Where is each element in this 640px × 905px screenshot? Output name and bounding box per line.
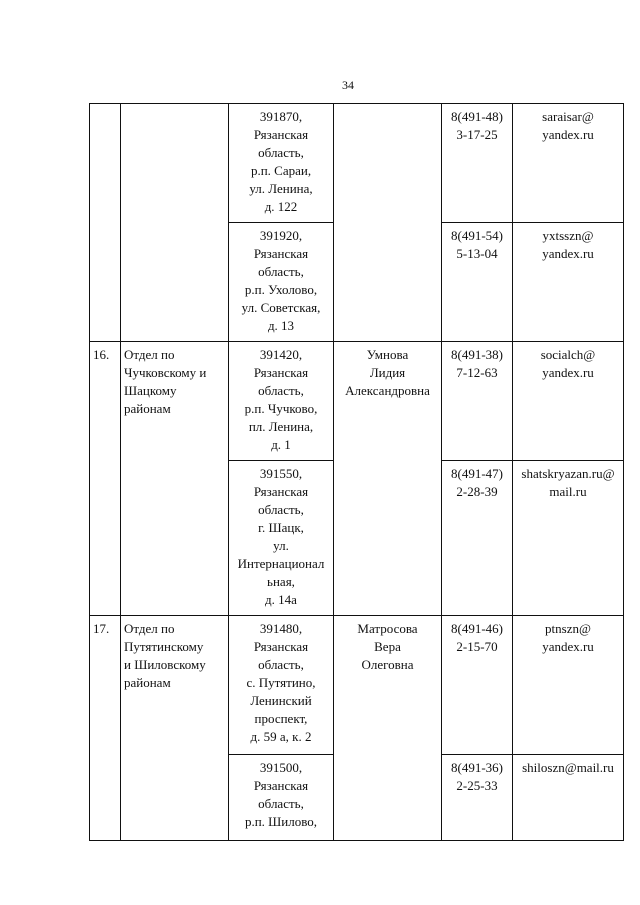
cell-text-line: yandex.ru xyxy=(542,639,594,654)
phone-cell xyxy=(442,755,513,841)
email-cell xyxy=(513,755,624,841)
email-cell xyxy=(513,342,624,461)
cell-text-line: 7-12-63 xyxy=(456,365,498,380)
cell-text-line: районам xyxy=(124,401,171,416)
row-number-cell xyxy=(90,616,121,841)
cell-text-line: Александровна xyxy=(345,383,430,398)
cell-text-line: д. 1 xyxy=(271,437,291,452)
cell-text-line: Ленинский xyxy=(250,693,312,708)
cell-text-line: р.п. Чучково, xyxy=(244,401,318,416)
cell-text-line: Рязанская xyxy=(253,246,309,261)
phone-cell xyxy=(442,616,513,755)
cell-text-line: Чучковскому и xyxy=(124,365,207,380)
cell-text-line: г. Шацк, xyxy=(258,520,304,535)
address-cell xyxy=(229,755,334,841)
cell-text-line: 391420, xyxy=(259,347,303,362)
page-number: 34 xyxy=(342,78,354,92)
cell-text-line: Рязанская xyxy=(253,127,309,142)
cell-text-line: socialch@ xyxy=(540,347,596,362)
phone-cell xyxy=(442,461,513,616)
cell-text-line: р.п. Ухолово, xyxy=(244,282,318,297)
cell-text-line: 17. xyxy=(93,621,110,636)
cell-text-line: пл. Ленина, xyxy=(248,419,314,434)
cell-text-line: Олеговна xyxy=(361,657,414,672)
cell-text-line: mail.ru xyxy=(549,484,587,499)
cell-text-line: Вера xyxy=(374,639,401,654)
head-cell xyxy=(334,104,442,342)
cell-text-line: ьная, xyxy=(267,574,295,589)
cell-text-line: Рязанская xyxy=(253,365,309,380)
cell-text-line: ул. xyxy=(273,538,289,553)
cell-text-line: Рязанская xyxy=(253,639,309,654)
cell-text-line: 2-25-33 xyxy=(456,778,498,793)
email-cell xyxy=(513,461,624,616)
address-cell xyxy=(229,342,334,461)
phone-cell xyxy=(442,223,513,342)
address-cell xyxy=(229,104,334,223)
cell-text-line: 391920, xyxy=(259,228,303,243)
cell-text-line: Отдел по xyxy=(124,621,175,636)
email-cell xyxy=(513,616,624,755)
table-row xyxy=(90,342,624,461)
email-cell xyxy=(513,104,624,223)
cell-text-line: р.п. Шилово, xyxy=(244,814,318,829)
cell-text-line: д. 13 xyxy=(267,318,295,333)
cell-text-line: 5-13-04 xyxy=(456,246,498,261)
cell-text-line: 8(491-46) xyxy=(451,621,503,636)
cell-text-line: Умнова xyxy=(366,347,409,362)
cell-text-line: проспект, xyxy=(254,711,308,726)
head-cell xyxy=(334,342,442,616)
cell-text-line: 391550, xyxy=(259,466,303,481)
cell-text-line: область, xyxy=(258,264,304,279)
cell-text-line: ул. Ленина, xyxy=(249,181,313,196)
cell-text-line: 3-17-25 xyxy=(456,127,498,142)
cell-text-line: 391480, xyxy=(259,621,303,636)
cell-text-line: районам xyxy=(124,675,171,690)
cell-text-line: 8(491-47) xyxy=(451,466,503,481)
cell-text-line: Матросова xyxy=(357,621,418,636)
cell-text-line: и Шиловскому xyxy=(124,657,206,672)
cell-text-line: 2-15-70 xyxy=(456,639,498,654)
phone-cell xyxy=(442,104,513,223)
cell-text-line: yandex.ru xyxy=(542,246,594,261)
table-row xyxy=(90,104,624,223)
cell-text-line: Отдел по xyxy=(124,347,175,362)
cell-text-line: yandex.ru xyxy=(542,365,594,380)
row-number-cell xyxy=(90,104,121,342)
cell-text-line: shatskryazan.ru@ xyxy=(521,466,615,481)
department-cell xyxy=(121,104,229,342)
cell-text-line: д. 122 xyxy=(264,199,298,214)
contacts-table xyxy=(89,103,624,841)
cell-text-line: д. 14а xyxy=(265,592,297,607)
cell-text-line: 8(491-36) xyxy=(451,760,503,775)
cell-text-line: д. 59 а, к. 2 xyxy=(250,729,312,744)
address-cell xyxy=(229,616,334,755)
head-cell xyxy=(334,616,442,841)
cell-text-line: Лидия xyxy=(369,365,406,380)
cell-text-line: область, xyxy=(258,383,304,398)
cell-text-line: с. Путятино, xyxy=(246,675,316,690)
cell-text-line: ул. Советская, xyxy=(241,300,321,315)
cell-text-line: 8(491-54) xyxy=(451,228,503,243)
address-cell xyxy=(229,223,334,342)
phone-cell xyxy=(442,342,513,461)
table-row xyxy=(90,616,624,755)
cell-text-line: область, xyxy=(258,796,304,811)
department-cell xyxy=(121,616,229,841)
cell-text-line: область, xyxy=(258,502,304,517)
cell-text-line: 8(491-48) xyxy=(451,109,503,124)
cell-text-line: Путятинскому xyxy=(124,639,204,654)
cell-text-line: shiloszn@mail.ru xyxy=(522,760,614,775)
cell-text-line: saraisar@ xyxy=(542,109,594,124)
cell-text-line: Шацкому xyxy=(124,383,177,398)
cell-text-line: область, xyxy=(258,657,304,672)
cell-text-line: р.п. Сараи, xyxy=(250,163,312,178)
email-cell xyxy=(513,223,624,342)
cell-text-line: 8(491-38) xyxy=(451,347,503,362)
address-cell xyxy=(229,461,334,616)
cell-text-line: 16. xyxy=(93,347,110,362)
cell-text-line: 391500, xyxy=(259,760,303,775)
cell-text-line: 391870, xyxy=(259,109,303,124)
cell-text-line: область, xyxy=(258,145,304,160)
cell-text-line: Рязанская xyxy=(253,778,309,793)
row-number-cell xyxy=(90,342,121,616)
cell-text-line: yandex.ru xyxy=(542,127,594,142)
cell-text-line: ptnszn@ xyxy=(545,621,591,636)
cell-text-line: Интернационал xyxy=(237,556,325,571)
department-cell xyxy=(121,342,229,616)
cell-text-line: yxtsszn@ xyxy=(542,228,594,243)
cell-text-line: Рязанская xyxy=(253,484,309,499)
cell-text-line: 2-28-39 xyxy=(456,484,498,499)
